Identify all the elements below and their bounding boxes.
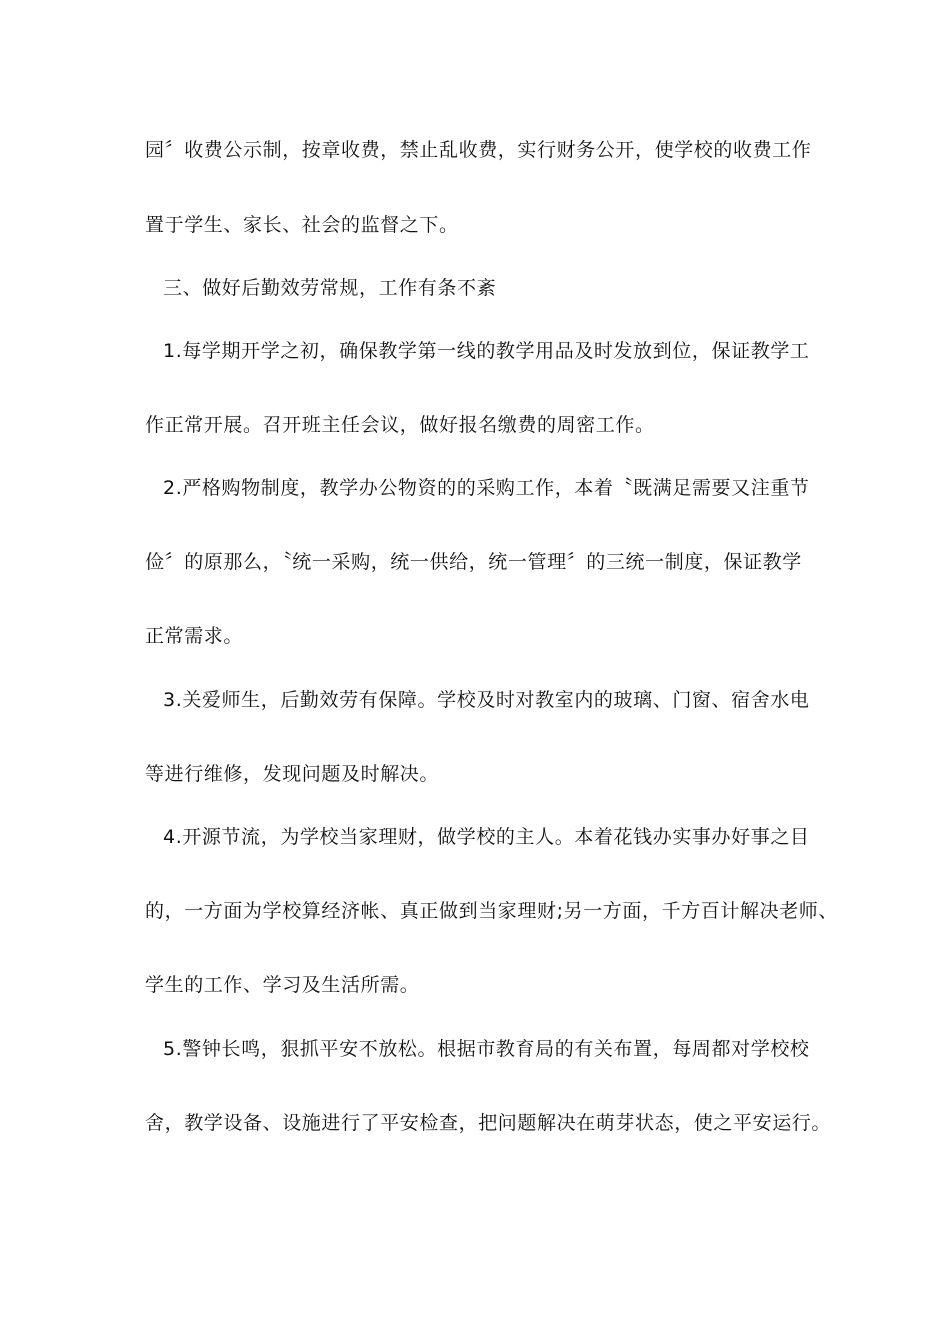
text-line: 俭〞的原那么，〝统一采购，统一供给，统一管理〞的三统一制度，保证教学 <box>145 551 802 573</box>
text-line: 作正常开展。召开班主任会议，做好报名缴费的周密工作。 <box>145 414 655 436</box>
text-line: 正常需求。 <box>145 625 244 647</box>
list-item-3-line: 3.关爱师生，后勤效劳有保障。学校及时对教室内的玻璃、门窗、宿舍水电 <box>163 689 810 711</box>
section-heading: 三、做好后勤效劳常规，工作有条不紊 <box>163 277 497 299</box>
text-line: 置于学生、家长、社会的监督之下。 <box>145 214 459 236</box>
text-line: 学生的工作、学习及生活所需。 <box>145 974 420 996</box>
text-line: 的，一方面为学校算经济帐、真正做到当家理财;另一方面，千方百计解决老师、 <box>145 900 839 922</box>
text-line: 园〞收费公示制，按章收费，禁止乱收费，实行财务公开，使学校的收费工作 <box>145 139 812 161</box>
list-item-2-line: 2.严格购物制度，教学办公物资的的采购工作，本着〝既满足需要又注重节 <box>163 477 810 499</box>
list-item-1-line: 1.每学期开学之初，确保教学第一线的教学用品及时发放到位，保证教学工 <box>163 340 810 362</box>
list-item-5-line: 5.警钟长鸣，狠抓平安不放松。根据市教育局的有关布置，每周都对学校校 <box>163 1038 810 1060</box>
text-line: 舍，教学设备、设施进行了平安检查，把问题解决在萌芽状态，使之平安运行。 <box>145 1112 832 1134</box>
text-line: 等进行维修，发现问题及时解决。 <box>145 763 440 785</box>
list-item-4-line: 4.开源节流，为学校当家理财，做学校的主人。本着花钱办实事办好事之目 <box>163 826 810 848</box>
